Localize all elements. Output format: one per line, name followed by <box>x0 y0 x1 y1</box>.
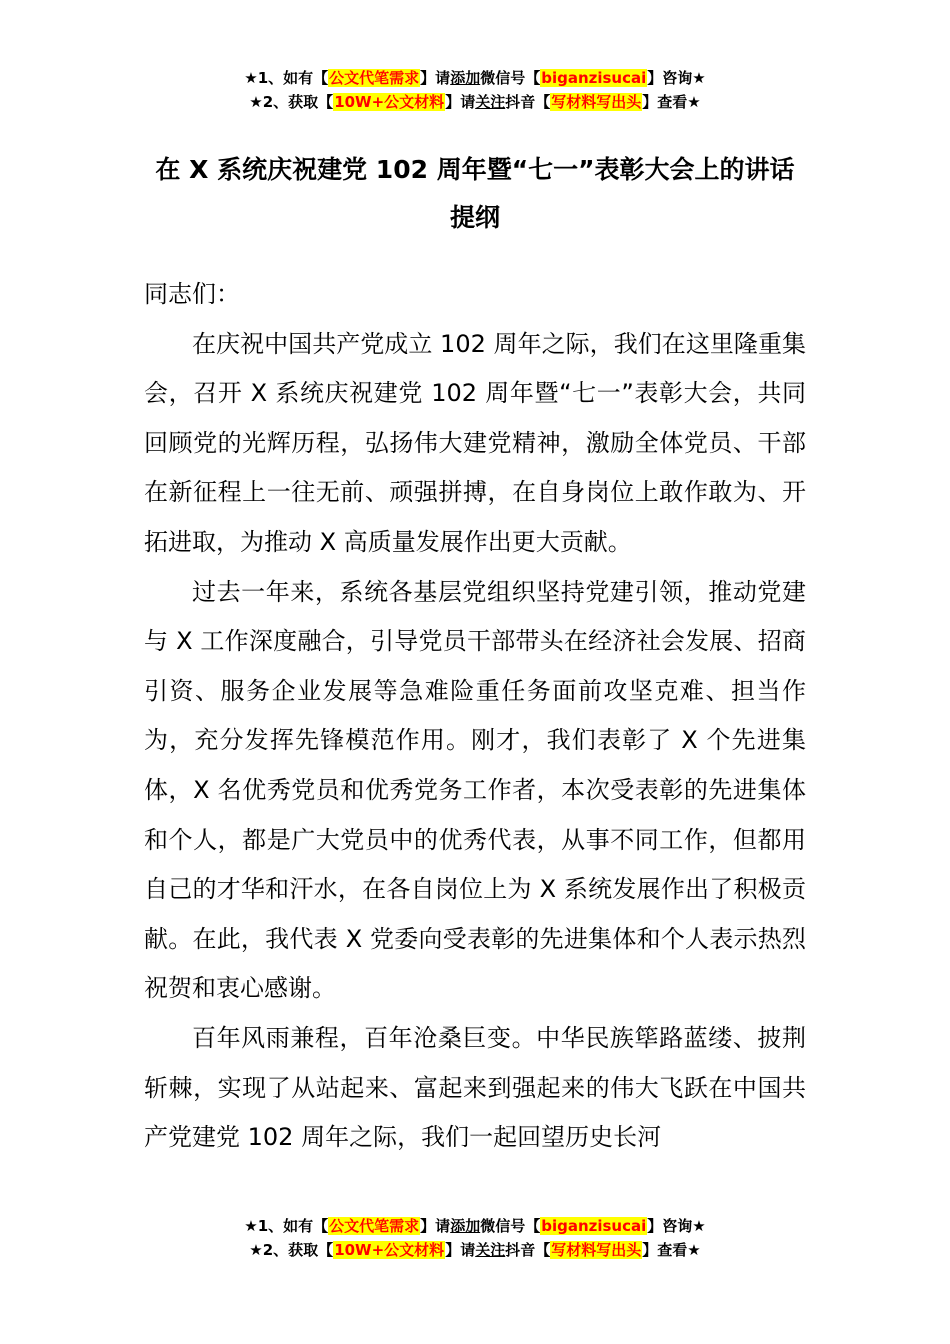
bottom-banner <box>0 1214 950 1262</box>
document-body <box>144 270 806 1163</box>
banner-text: 】咨询★ <box>647 1217 706 1235</box>
banner-line-1 <box>0 1214 950 1238</box>
banner-text: 抖音【 <box>505 93 551 111</box>
paragraph: 过去一年来，系统各基层党组织坚持党建引领，推动党建与 X 工作深度融合，引导党员干部带头在经济社会发展、招商引资、服务企业发展等急难险重任务面前攻坚克难、担当作为，充分发挥先锋模范作用。刚才，我们表彰了 X 个先进集体，X 名优秀党员和优秀党务工作者，本次受表彰的先进集体和个人，都是广大党员中的优秀代表，从事不同工作，但都用自己的才华和汗水，在各自岗位上为 X 系统发展作出了积极贡献。在此，我代表 X 党委向受表彰的先进集体和个人表示热烈祝贺和衷心感谢。 <box>144 577 806 1003</box>
title-line-2: 提纲 <box>449 203 500 232</box>
banner-highlight: 写材料写出头 <box>551 1241 642 1259</box>
banner-line-1 <box>0 66 950 90</box>
banner-emphasis: 关注 <box>475 93 506 111</box>
banner-text: 】请 <box>420 69 451 87</box>
banner-text: ★2、获取【 <box>249 1241 334 1259</box>
banner-text: 】查看★ <box>642 93 701 111</box>
banner-text: ★2、获取【 <box>249 93 334 111</box>
document-title <box>144 146 806 242</box>
banner-text: 抖音【 <box>505 1241 551 1259</box>
banner-text: 微信号【 <box>480 69 541 87</box>
salutation: 同志们： <box>144 280 240 308</box>
banner-highlight: 公文代笔需求 <box>329 1217 420 1235</box>
banner-highlight: 10W+公文材料 <box>334 1241 445 1259</box>
banner-highlight: 10W+公文材料 <box>334 93 445 111</box>
banner-emphasis: 关注 <box>475 1241 506 1259</box>
banner-text: 微信号【 <box>480 1217 541 1235</box>
banner-emphasis: 添加 <box>450 1217 481 1235</box>
banner-text: ★1、如有【 <box>244 69 329 87</box>
paragraph: 百年风雨兼程，百年沧桑巨变。中华民族筚路蓝缕、披荆斩棘，实现了从站起来、富起来到强起来的伟大飞跃在中国共产党建党 102 周年之际，我们一起回望历史长河 <box>144 1023 806 1152</box>
banner-highlight: biganzisucai <box>541 69 647 87</box>
banner-text: 】咨询★ <box>647 69 706 87</box>
banner-text: ★1、如有【 <box>244 1217 329 1235</box>
banner-highlight: 公文代笔需求 <box>329 69 420 87</box>
banner-text: 】请 <box>445 1241 476 1259</box>
top-banner <box>0 66 950 114</box>
banner-text: 】请 <box>420 1217 451 1235</box>
paragraph: 在庆祝中国共产党成立 102 周年之际，我们在这里隆重集会，召开 X 系统庆祝建党 102 周年暨“七一”表彰大会，共同回顾党的光辉历程，弘扬伟大建党精神，激励全体党员、干部在新征程上一往无前、顽强拼搏，在自身岗位上敢作敢为、开拓进取，为推动 X 高质量发展作出更大贡献。 <box>144 329 806 556</box>
banner-text: 】查看★ <box>642 1241 701 1259</box>
banner-line-2 <box>0 1238 950 1262</box>
title-line-1: 在 X 系统庆祝建党 102 周年暨“七一”表彰大会上的讲话 <box>155 155 795 184</box>
banner-highlight: 写材料写出头 <box>551 93 642 111</box>
banner-emphasis: 添加 <box>450 69 481 87</box>
banner-text: 】请 <box>445 93 476 111</box>
banner-highlight: biganzisucai <box>541 1217 647 1235</box>
banner-line-2 <box>0 90 950 114</box>
